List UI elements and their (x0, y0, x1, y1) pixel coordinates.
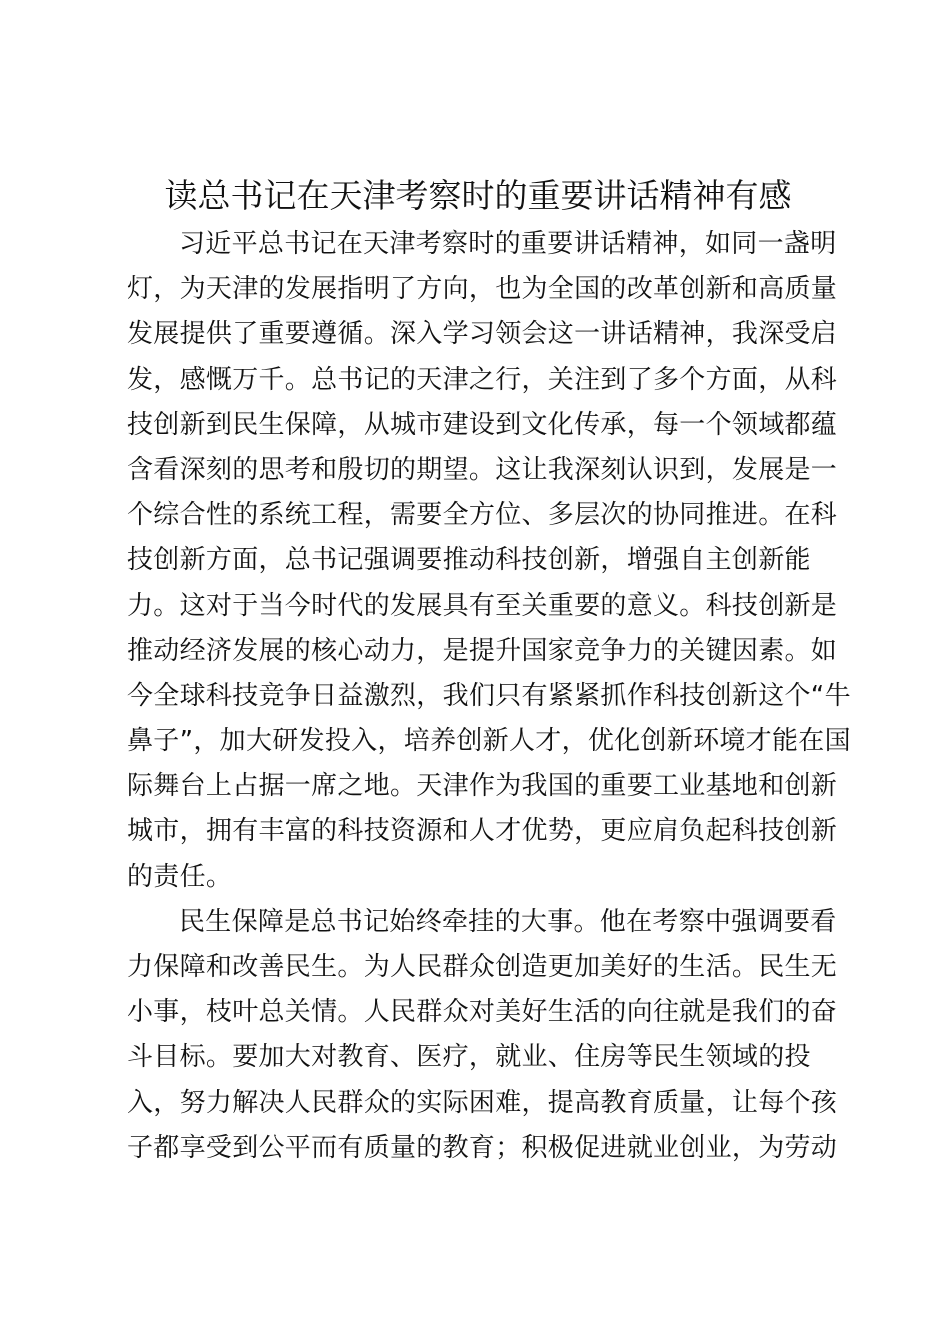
document-title: 读总书记在天津考察时的重要讲话精神有感 (164, 176, 792, 215)
text-line: 习近平总书记在天津考察时的重要讲话精神，如同一盏明 (179, 229, 837, 259)
text-line: 子都享受到公平而有质量的教育；积极促进就业创业，为劳动 (127, 1132, 838, 1163)
text-line: 力。这对于当今时代的发展具有至关重要的意义。科技创新是 (127, 590, 838, 621)
document-body (127, 222, 851, 1171)
text-line: 鼻子”，加大研发投入，培养创新人才，优化创新环境才能在国 (127, 726, 851, 757)
text-line: 民生保障是总书记始终牵挂的大事。他在考察中强调要看 (179, 906, 837, 937)
text-line: 发展提供了重要遵循。深入学习领会这一讲话精神，我深受启 (127, 319, 838, 350)
text-line: 技创新到民生保障，从城市建设到文化传承，每一个领域都蕴 (127, 409, 838, 440)
text-line: 技创新方面，总书记强调要推动科技创新，增强自主创新能 (127, 545, 811, 576)
text-line: 今全球科技竞争日益激烈，我们只有紧紧抓作科技创新这个“牛 (127, 680, 851, 711)
paragraph-1 (127, 222, 851, 900)
text-line: 个综合性的系统工程，需要全方位、多层次的协同推进。在科 (127, 500, 838, 531)
paragraph-2 (127, 900, 838, 1171)
text-line: 的责任。 (127, 861, 233, 892)
text-line: 斗目标。要加大对教育、医疗，就业、住房等民生领域的投 (127, 1042, 811, 1073)
text-line: 推动经济发展的核心动力，是提升国家竞争力的关键因素。如 (127, 635, 838, 666)
text-line: 际舞台上占据一席之地。天津作为我国的重要工业基地和创新 (127, 771, 838, 802)
text-line: 入，努力解决人民群众的实际困难，提高教育质量，让每个孩 (127, 1087, 838, 1118)
text-line: 灯，为天津的发展指明了方向，也为全国的改革创新和高质量 (127, 274, 838, 305)
text-line: 小事，枝叶总关情。人民群众对美好生活的向往就是我们的奋 (127, 997, 838, 1028)
text-line: 含看深刻的思考和殷切的期望。这让我深刻认识到，发展是一 (127, 454, 838, 485)
text-line: 城市，拥有丰富的科技资源和人才优势，更应肩负起科技创新 (127, 816, 838, 847)
text-line: 发，感慨万千。总书记的天津之行，关注到了多个方面，从科 (127, 364, 838, 395)
text-line: 力保障和改善民生。为人民群众创造更加美好的生活。民生无 (127, 952, 838, 982)
